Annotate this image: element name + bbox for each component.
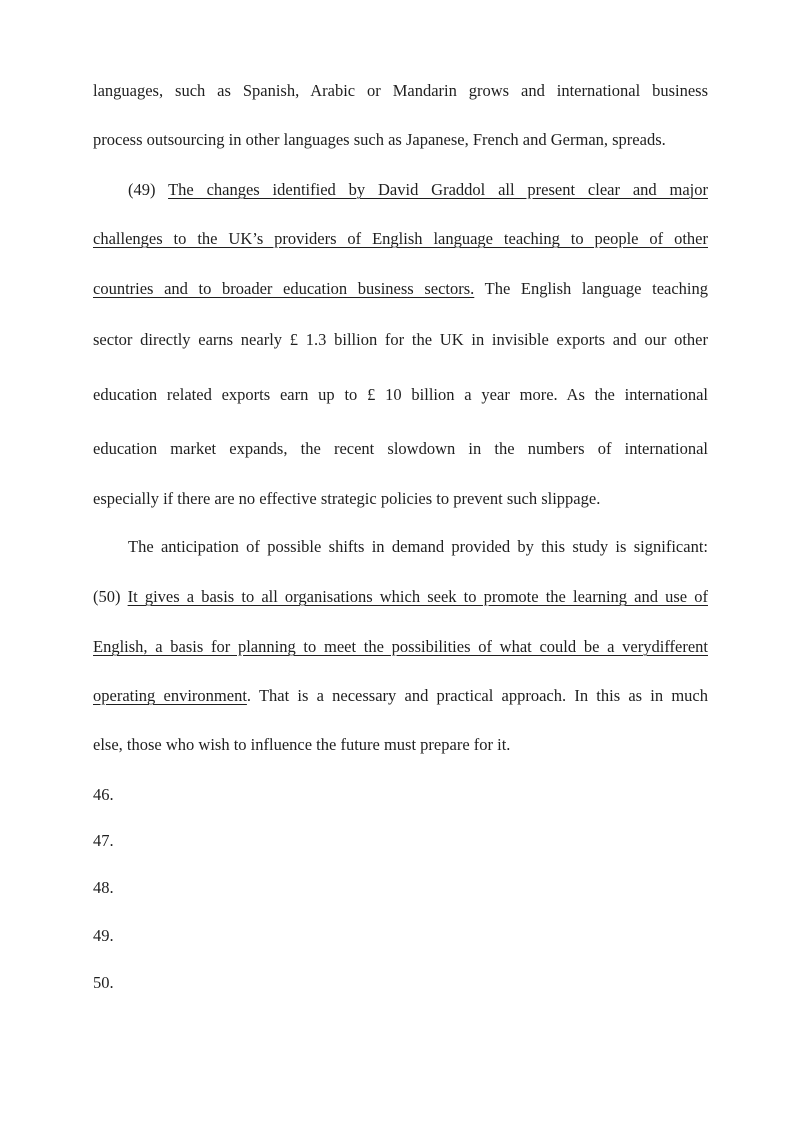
underlined-sentence-50: It gives a basis to all organisations which seek to promote the learning and use of: [127, 587, 708, 606]
para2-line2: challenges to the UK’s providers of English language teaching to people of other: [93, 229, 708, 248]
para3-line4: [93, 686, 708, 706]
para3-line2: [93, 587, 708, 607]
answer-number: 49.: [93, 926, 114, 945]
para2-line7: especially if there are no effective strategic policies to prevent such slippage.: [93, 489, 601, 508]
para3-line1: The anticipation of possible shifts in demand provided by this study is significant:: [128, 537, 708, 556]
para3-line5: else, those who wish to influence the future must prepare for it.: [93, 735, 511, 754]
answer-number: 47.: [93, 831, 114, 850]
para3-line3: English, a basis for planning to meet the possibilities of what could be a verydifferent: [93, 637, 708, 656]
para3-line4-rest: . That is a necessary and practical approach. In this as in much: [246, 686, 708, 705]
para1-line2: process outsourcing in other languages such as Japanese, French and German, spreads.: [93, 130, 666, 149]
marker-49: (49): [128, 180, 156, 199]
underlined-sentence-49-end: countries and to broader education business sectors.: [93, 279, 475, 298]
para2-line1: [128, 180, 708, 200]
para1-line1: languages, such as Spanish, Arabic or Mandarin grows and international business: [93, 81, 708, 100]
para2-line3: [93, 279, 708, 299]
answer-number: 48.: [93, 878, 114, 897]
para2-line4: sector directly earns nearly £ 1.3 billion for the UK in invisible exports and our other: [93, 330, 708, 349]
para2-line3-rest: The English language teaching: [484, 279, 708, 298]
answer-number: 46.: [93, 785, 114, 804]
para2-line5: education related exports earn up to £ 10 billion a year more. As the international: [93, 385, 708, 404]
para2-line6: education market expands, the recent slowdown in the numbers of international: [93, 439, 708, 458]
underlined-sentence-49: The changes identified by David Graddol all present clear and major: [168, 180, 708, 199]
marker-50: (50): [93, 587, 121, 606]
answer-number: 50.: [93, 973, 114, 992]
underlined-sentence-50-end: operating environment: [93, 686, 247, 705]
